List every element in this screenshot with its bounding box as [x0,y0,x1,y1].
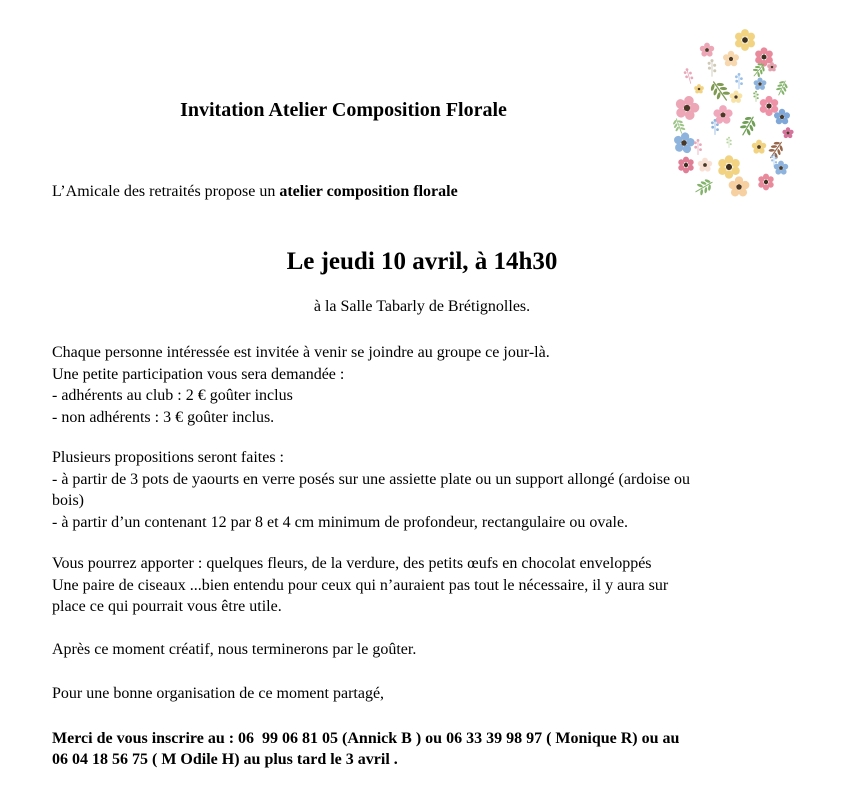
text-line: - à partir de 3 pots de yaourts en verre posés sur une assiette plate ou un support allongé (ardoise ou [52,470,691,488]
text-line: - non adhérents : 3 € goûter inclus. [52,408,275,426]
text-line: 06 04 18 56 75 ( M Odile H) au plus tard le 3 avril . [52,751,398,768]
paragraph-participation [52,342,792,428]
text-line: Une petite participation vous sera demandée : [52,365,345,383]
paragraph-inscription [52,728,792,771]
intro-text: L’Amicale des retraités propose un [52,183,280,200]
text-line: place ce qui pourrait vous être utile. [52,598,282,615]
text-line: - adhérents au club : 2 € goûter inclus [52,387,293,404]
text-line: Vous pourrez apporter : quelques fleurs, de la verdure, des petits œufs en chocolat enveloppés [52,555,652,572]
event-date-heading: Le jeudi 10 avril, à 14h30 [286,247,558,275]
paragraph-propositions [52,447,792,533]
text-line: Une paire de ciseaux ...bien entendu pour ceux qui n’auraient pas tout le nécessaire, il y aura sur [52,576,669,594]
paragraph-organisation: Pour une bonne organisation de ce moment partagé, [52,685,385,702]
paragraph-apporter [52,553,792,618]
text-line: - à partir d’un contenant 12 par 8 et 4 cm minimum de profondeur, rectangulaire ou ovale. [52,513,629,531]
floral-egg-image [671,26,799,198]
text-line: Plusieurs propositions seront faites : [52,449,284,466]
intro-text-bold: atelier composition florale [279,183,458,200]
text-line: Chaque personne intéressée est invitée à venir se joindre au groupe ce jour-là. [52,344,550,361]
text-line: Merci de vous inscrire au : 06 99 06 81 05 (Annick B ) ou 06 33 39 98 97 ( Monique R) ou au [52,729,680,747]
document-body [0,98,843,771]
text-line: bois) [52,492,84,509]
document-title: Invitation Atelier Composition Florale [180,99,507,121]
paragraph-gouter: Après ce moment créatif, nous terminerons par le goûter. [52,640,417,658]
event-location: à la Salle Tabarly de Brétignolles. [313,297,531,315]
